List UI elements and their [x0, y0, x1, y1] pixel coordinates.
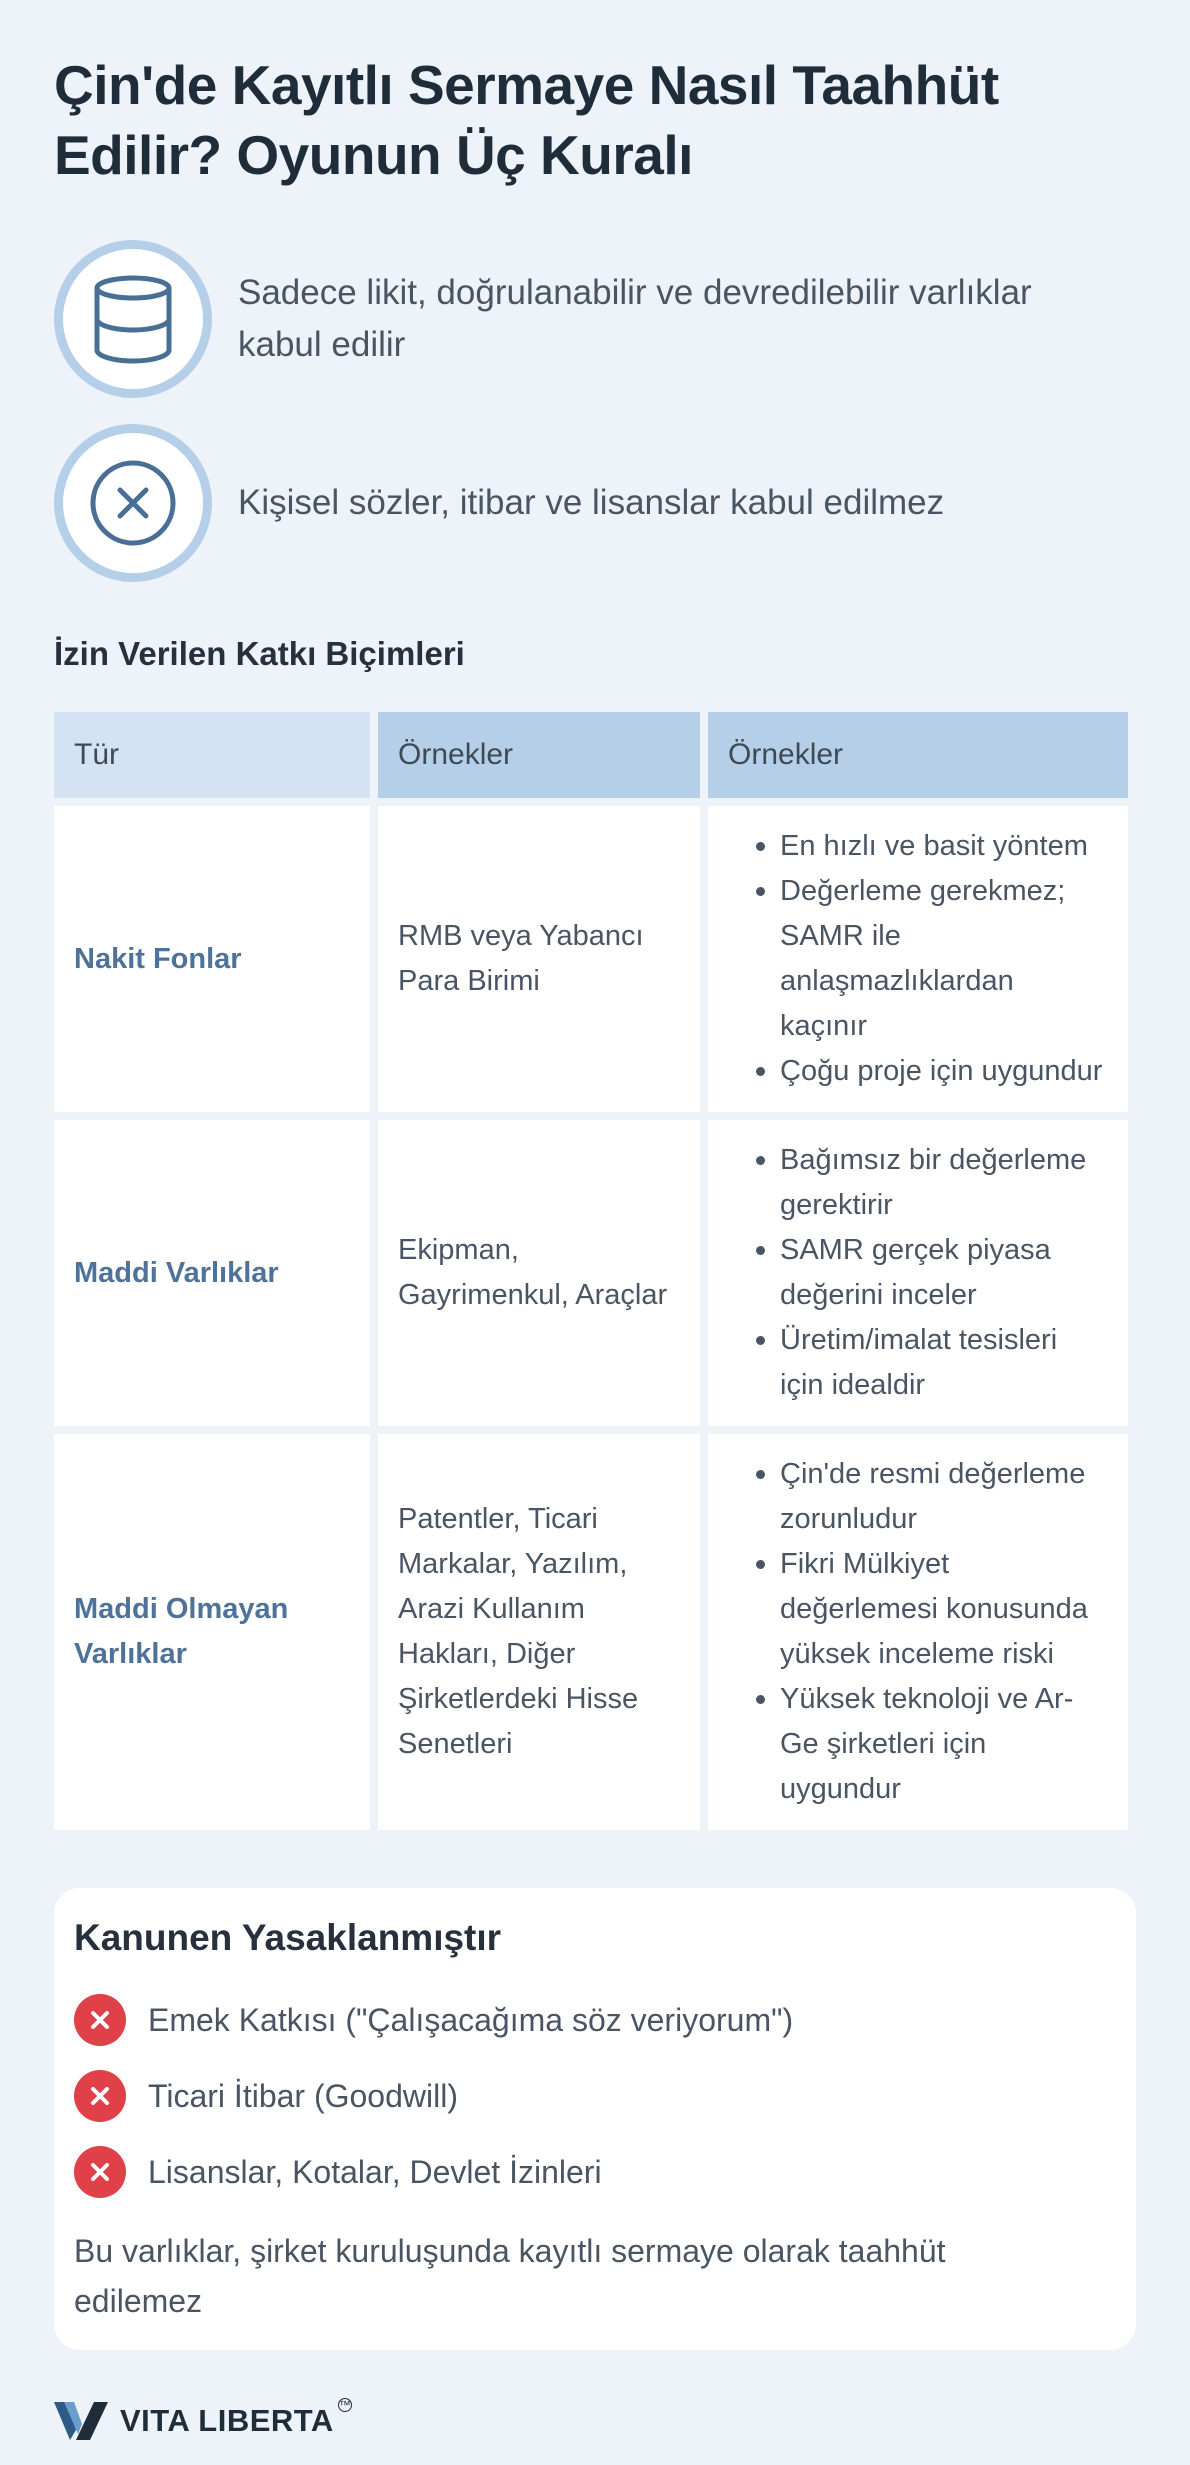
cell-examples [378, 806, 700, 1112]
list-item [780, 824, 1108, 869]
cell-line: Üretim/imalat tesisleri [780, 1324, 1058, 1356]
list-item [780, 1138, 1108, 1228]
cell-line: Gayrimenkul, Araçlar [398, 1279, 668, 1311]
page-title-line-2: Edilir? Oyunun Üç Kuralı [54, 124, 693, 186]
cell-line: anlaşmazlıklardan kaçınır [780, 965, 1014, 1042]
logo-mark-icon [54, 2400, 110, 2442]
close-icon [74, 2146, 126, 2198]
prohibited-item-label: Emek Katkısı ("Çalışacağıma söz veriyorum") [148, 2001, 794, 2038]
cell-line: Değerleme gerekmez; [780, 875, 1066, 907]
close-icon-graphic [88, 2008, 112, 2032]
section-title: İzin Verilen Katkı Biçimleri [54, 635, 465, 672]
page-title [54, 50, 1136, 190]
cell-line: uygundur [780, 1773, 901, 1805]
prohibited-item [74, 2058, 1116, 2134]
cell-line: Senetleri [398, 1728, 513, 1760]
cell-line: Hakları, Diğer [398, 1638, 576, 1670]
rule-text-line: Sadece likit, doğrulanabilir ve devredilebilir varlıklar [238, 273, 1032, 312]
rule-item-accepted [54, 240, 1136, 398]
table-header-row [54, 712, 1128, 798]
x-circle-icon [54, 424, 212, 582]
close-icon-graphic [88, 2160, 112, 2184]
cell-line: Çin'de resmi değerleme [780, 1458, 1086, 1490]
table-row [54, 1120, 1128, 1426]
header-notes: Örnekler [708, 712, 1128, 798]
list-item [780, 1542, 1108, 1677]
rule-text-line: kabul edilir [238, 325, 406, 364]
cell-line: RMB veya Yabancı [398, 920, 644, 952]
cell-type [54, 1120, 370, 1426]
notes-list [728, 1452, 1108, 1812]
logo-text: VITA LIBERTA [120, 2403, 334, 2438]
prohibited-item-label: Ticari İtibar (Goodwill) [148, 2077, 458, 2114]
list-item [780, 1228, 1108, 1318]
cell-line: Patentler, Ticari [398, 1503, 598, 1535]
cell-line: gerektirir [780, 1189, 893, 1221]
prohibited-item [74, 2134, 1116, 2210]
brand-logo [54, 2400, 1136, 2442]
table-row [54, 806, 1128, 1112]
contribution-table [46, 704, 1136, 1838]
cell-line: Şirketlerdeki Hisse [398, 1683, 639, 1715]
cell-type [54, 806, 370, 1112]
cell-line: için idealdir [780, 1369, 926, 1401]
logo-trademark: ™ [338, 2398, 351, 2412]
list-item [780, 1677, 1108, 1812]
cell-examples [378, 1120, 700, 1426]
cell-examples [378, 1434, 700, 1830]
cell-line: Arazi Kullanım [398, 1593, 585, 1625]
list-item [780, 869, 1108, 1049]
close-icon [74, 2070, 126, 2122]
prohibited-item-label: Lisanslar, Kotalar, Devlet İzinleri [148, 2153, 602, 2190]
note-line: Bu varlıklar, şirket kuruluşunda kayıtlı sermaye olarak taahhüt [74, 2233, 946, 2269]
cell-notes [708, 1120, 1128, 1426]
cell-line: zorunludur [780, 1503, 918, 1535]
rule-text-rejected [238, 477, 944, 529]
cell-line: SAMR gerçek piyasa [780, 1234, 1051, 1266]
cell-line: Para Birimi [398, 965, 540, 997]
note-line: edilemez [74, 2283, 203, 2319]
cell-line: Maddi Olmayan [74, 1593, 289, 1625]
cell-line: Bağımsız bir değerleme [780, 1144, 1087, 1176]
prohibited-note [74, 2226, 1116, 2326]
notes-list [728, 1138, 1108, 1408]
header-examples: Örnekler [378, 712, 700, 798]
list-item [780, 1452, 1108, 1542]
cell-line: yüksek inceleme riski [780, 1638, 1054, 1670]
cell-line: Varlıklar [74, 1638, 187, 1670]
list-item [780, 1049, 1108, 1094]
header-type: Tür [54, 712, 370, 798]
rule-item-rejected [54, 424, 1136, 582]
cell-line: Ge şirketleri için [780, 1728, 987, 1760]
prohibited-title: Kanunen Yasaklanmıştır [74, 1917, 502, 1958]
cell-line: Ekipman, [398, 1234, 519, 1266]
cell-line: SAMR ile [780, 920, 901, 952]
cell-line: Yüksek teknoloji ve Ar- [780, 1683, 1074, 1715]
cell-line: değerlemesi konusunda [780, 1593, 1088, 1625]
cell-line: Maddi Varlıklar [74, 1256, 279, 1289]
x-circle-icon-graphic [88, 458, 178, 548]
list-item [780, 1318, 1108, 1408]
prohibited-card [54, 1888, 1136, 2350]
cell-line: değerini inceler [780, 1279, 977, 1311]
page-title-line-1: Çin'de Kayıtlı Sermaye Nasıl Taahhüt [54, 54, 999, 116]
notes-list [728, 824, 1108, 1094]
rules-list [54, 240, 1136, 582]
cell-notes [708, 806, 1128, 1112]
close-icon [74, 1994, 126, 2046]
table-row [54, 1434, 1128, 1830]
cell-line: Nakit Fonlar [74, 942, 242, 975]
close-icon-graphic [88, 2084, 112, 2108]
rule-text-accepted [238, 267, 1032, 371]
rule-text-line: Kişisel sözler, itibar ve lisanslar kabul edilmez [238, 483, 945, 522]
prohibited-item [74, 1982, 1116, 2058]
cell-type [54, 1434, 370, 1830]
database-icon-graphic [91, 274, 175, 364]
cell-line: En hızlı ve basit yöntem [780, 830, 1088, 862]
cell-notes [708, 1434, 1128, 1830]
database-icon [54, 240, 212, 398]
cell-line: Markalar, Yazılım, [398, 1548, 628, 1580]
cell-line: Çoğu proje için uygundur [780, 1055, 1103, 1087]
cell-line: Fikri Mülkiyet [780, 1548, 950, 1580]
